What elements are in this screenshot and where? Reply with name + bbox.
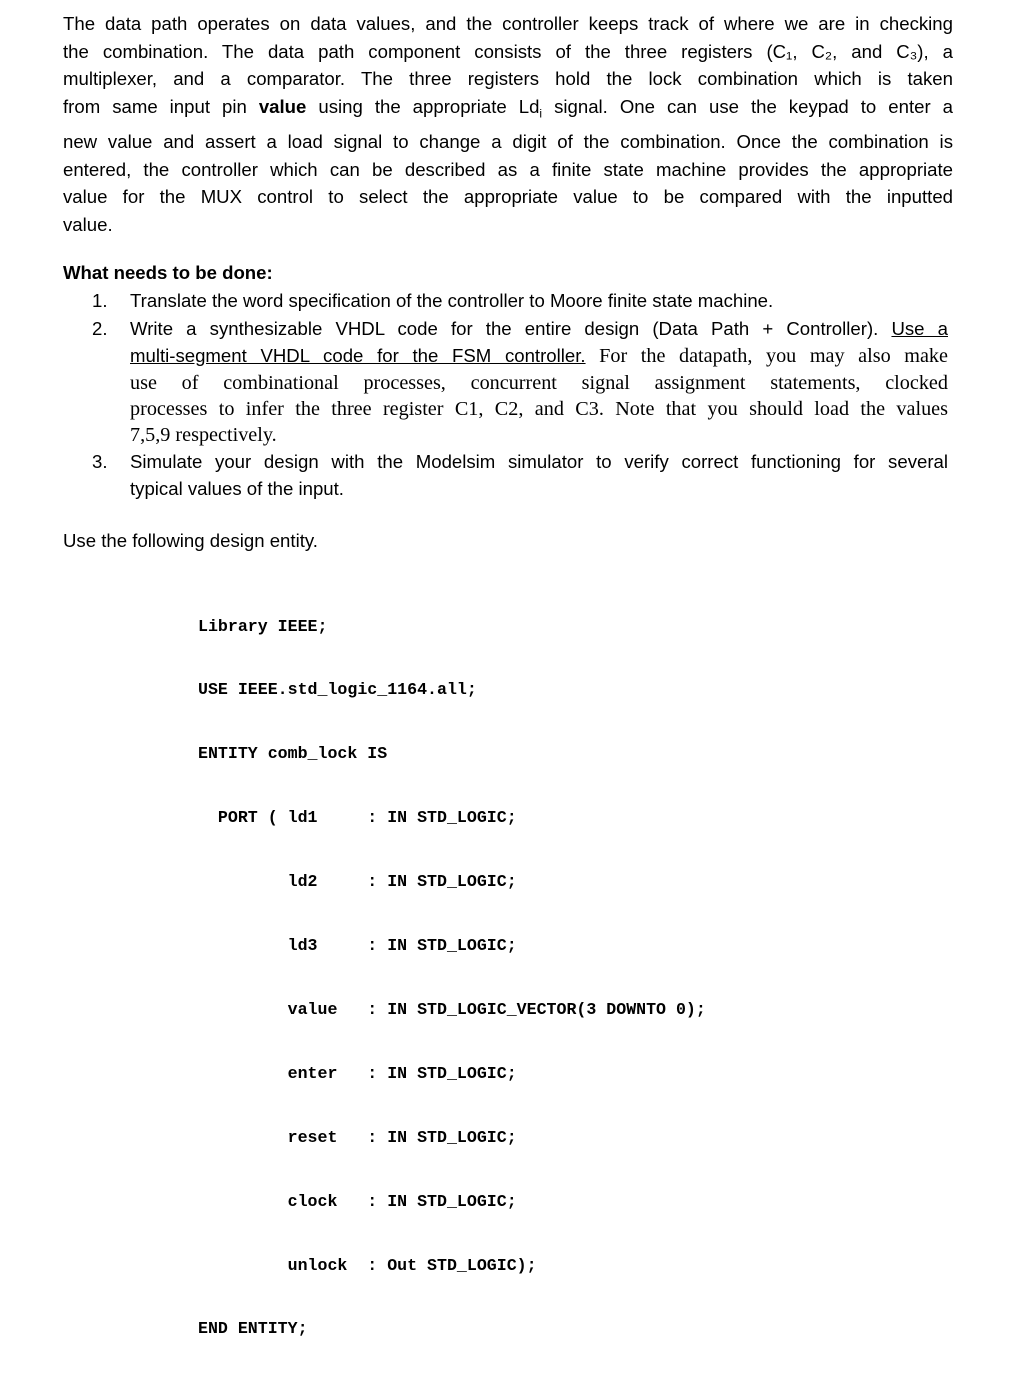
todo-item-2-line-4: processes to infer the three register C1, C2, and C3. Note that you should load the values: [130, 397, 948, 420]
todo-item-2-underlined-start: Use a: [891, 317, 948, 339]
intro-line-4: [63, 93, 953, 128]
code-line-11: unlock : Out STD_LOGIC);: [198, 1255, 537, 1275]
code-line-6: ld3 : IN STD_LOGIC;: [198, 936, 517, 956]
todo-item-2-number: 2.: [92, 317, 108, 339]
todo-item-2-underlined-end: multi-segment VHDL code for the FSM controller.: [130, 345, 586, 366]
intro-line-3: multiplexer, and a comparator. The three registers hold the lock combination which is taken: [63, 68, 953, 90]
todo-list: [92, 287, 948, 503]
todo-item-3-line-2: typical values of the input.: [130, 478, 344, 499]
code-line-9: reset : IN STD_LOGIC;: [198, 1127, 517, 1147]
todo-heading: What needs to be done:: [63, 262, 273, 283]
code-line-10: clock : IN STD_LOGIC;: [198, 1191, 517, 1211]
todo-item-2-line-2-serif: For the datapath, you may also make: [585, 345, 948, 367]
ld-subscript: i: [539, 106, 543, 121]
todo-item-2: [92, 315, 948, 448]
code-line-5: ld2 : IN STD_LOGIC;: [198, 872, 517, 892]
todo-item-1-text: Translate the word specification of the controller to Moore finite state machine.: [130, 290, 774, 311]
todo-item-2-line-1: [130, 315, 948, 343]
intro-line-4-rest: using the appropriate Ld: [306, 95, 540, 117]
todo-item-1-number: 1.: [92, 290, 108, 311]
todo-item-1: [92, 287, 948, 315]
todo-item-3-line-1: Simulate your design with the Modelsim simulator to verify correct functioning for several: [130, 450, 948, 472]
code-line-2: USE IEEE.std_logic_1164.all;: [198, 680, 477, 700]
intro-line-7: value for the MUX control to select the appropriate value to be compared with the inputted: [63, 186, 953, 208]
todo-item-2-line-3: use of combinational processes, concurrent signal assignment statements, clocked: [130, 371, 948, 394]
code-line-1: Library IEEE;: [198, 616, 328, 636]
intro-line-4-start: from same input pin: [63, 95, 259, 117]
code-line-7: value : IN STD_LOGIC_VECTOR(3 DOWNTO 0);: [198, 999, 706, 1019]
todo-item-2-line-5: 7,5,9 respectively.: [130, 423, 277, 446]
intro-line-2: the combination. The data path component consists of the three registers (C₁, C₂, and C₃), a: [63, 40, 953, 62]
code-line-4: PORT ( ld1 : IN STD_LOGIC;: [198, 808, 517, 828]
intro-line-6: entered, the controller which can be described as a finite state machine provides the appropriate: [63, 158, 953, 180]
todo-item-3: [92, 448, 948, 503]
code-line-12: END ENTITY;: [198, 1319, 308, 1339]
entity-intro: Use the following design entity.: [63, 530, 318, 551]
todo-item-2-line-1-text: Write a synthesizable VHDL code for the entire design (Data Path + Controller).: [130, 317, 892, 339]
intro-line-4-tail: signal. One can use the keypad to enter a: [542, 95, 953, 117]
intro-line-8: value.: [63, 213, 113, 235]
code-line-3: ENTITY comb_lock IS: [198, 744, 388, 764]
code-line-8: enter : IN STD_LOGIC;: [198, 1063, 517, 1083]
todo-item-2-line-2: [130, 342, 948, 370]
value-keyword: value: [258, 95, 307, 117]
vhdl-code-block: [198, 573, 706, 1382]
intro-line-1: The data path operates on data values, and the controller keeps track of where we are in checking: [63, 13, 953, 34]
todo-item-3-number: 3.: [92, 450, 108, 472]
intro-paragraph: [63, 10, 953, 238]
intro-line-5: new value and assert a load signal to change a digit of the combination. Once the combination is: [63, 131, 953, 153]
